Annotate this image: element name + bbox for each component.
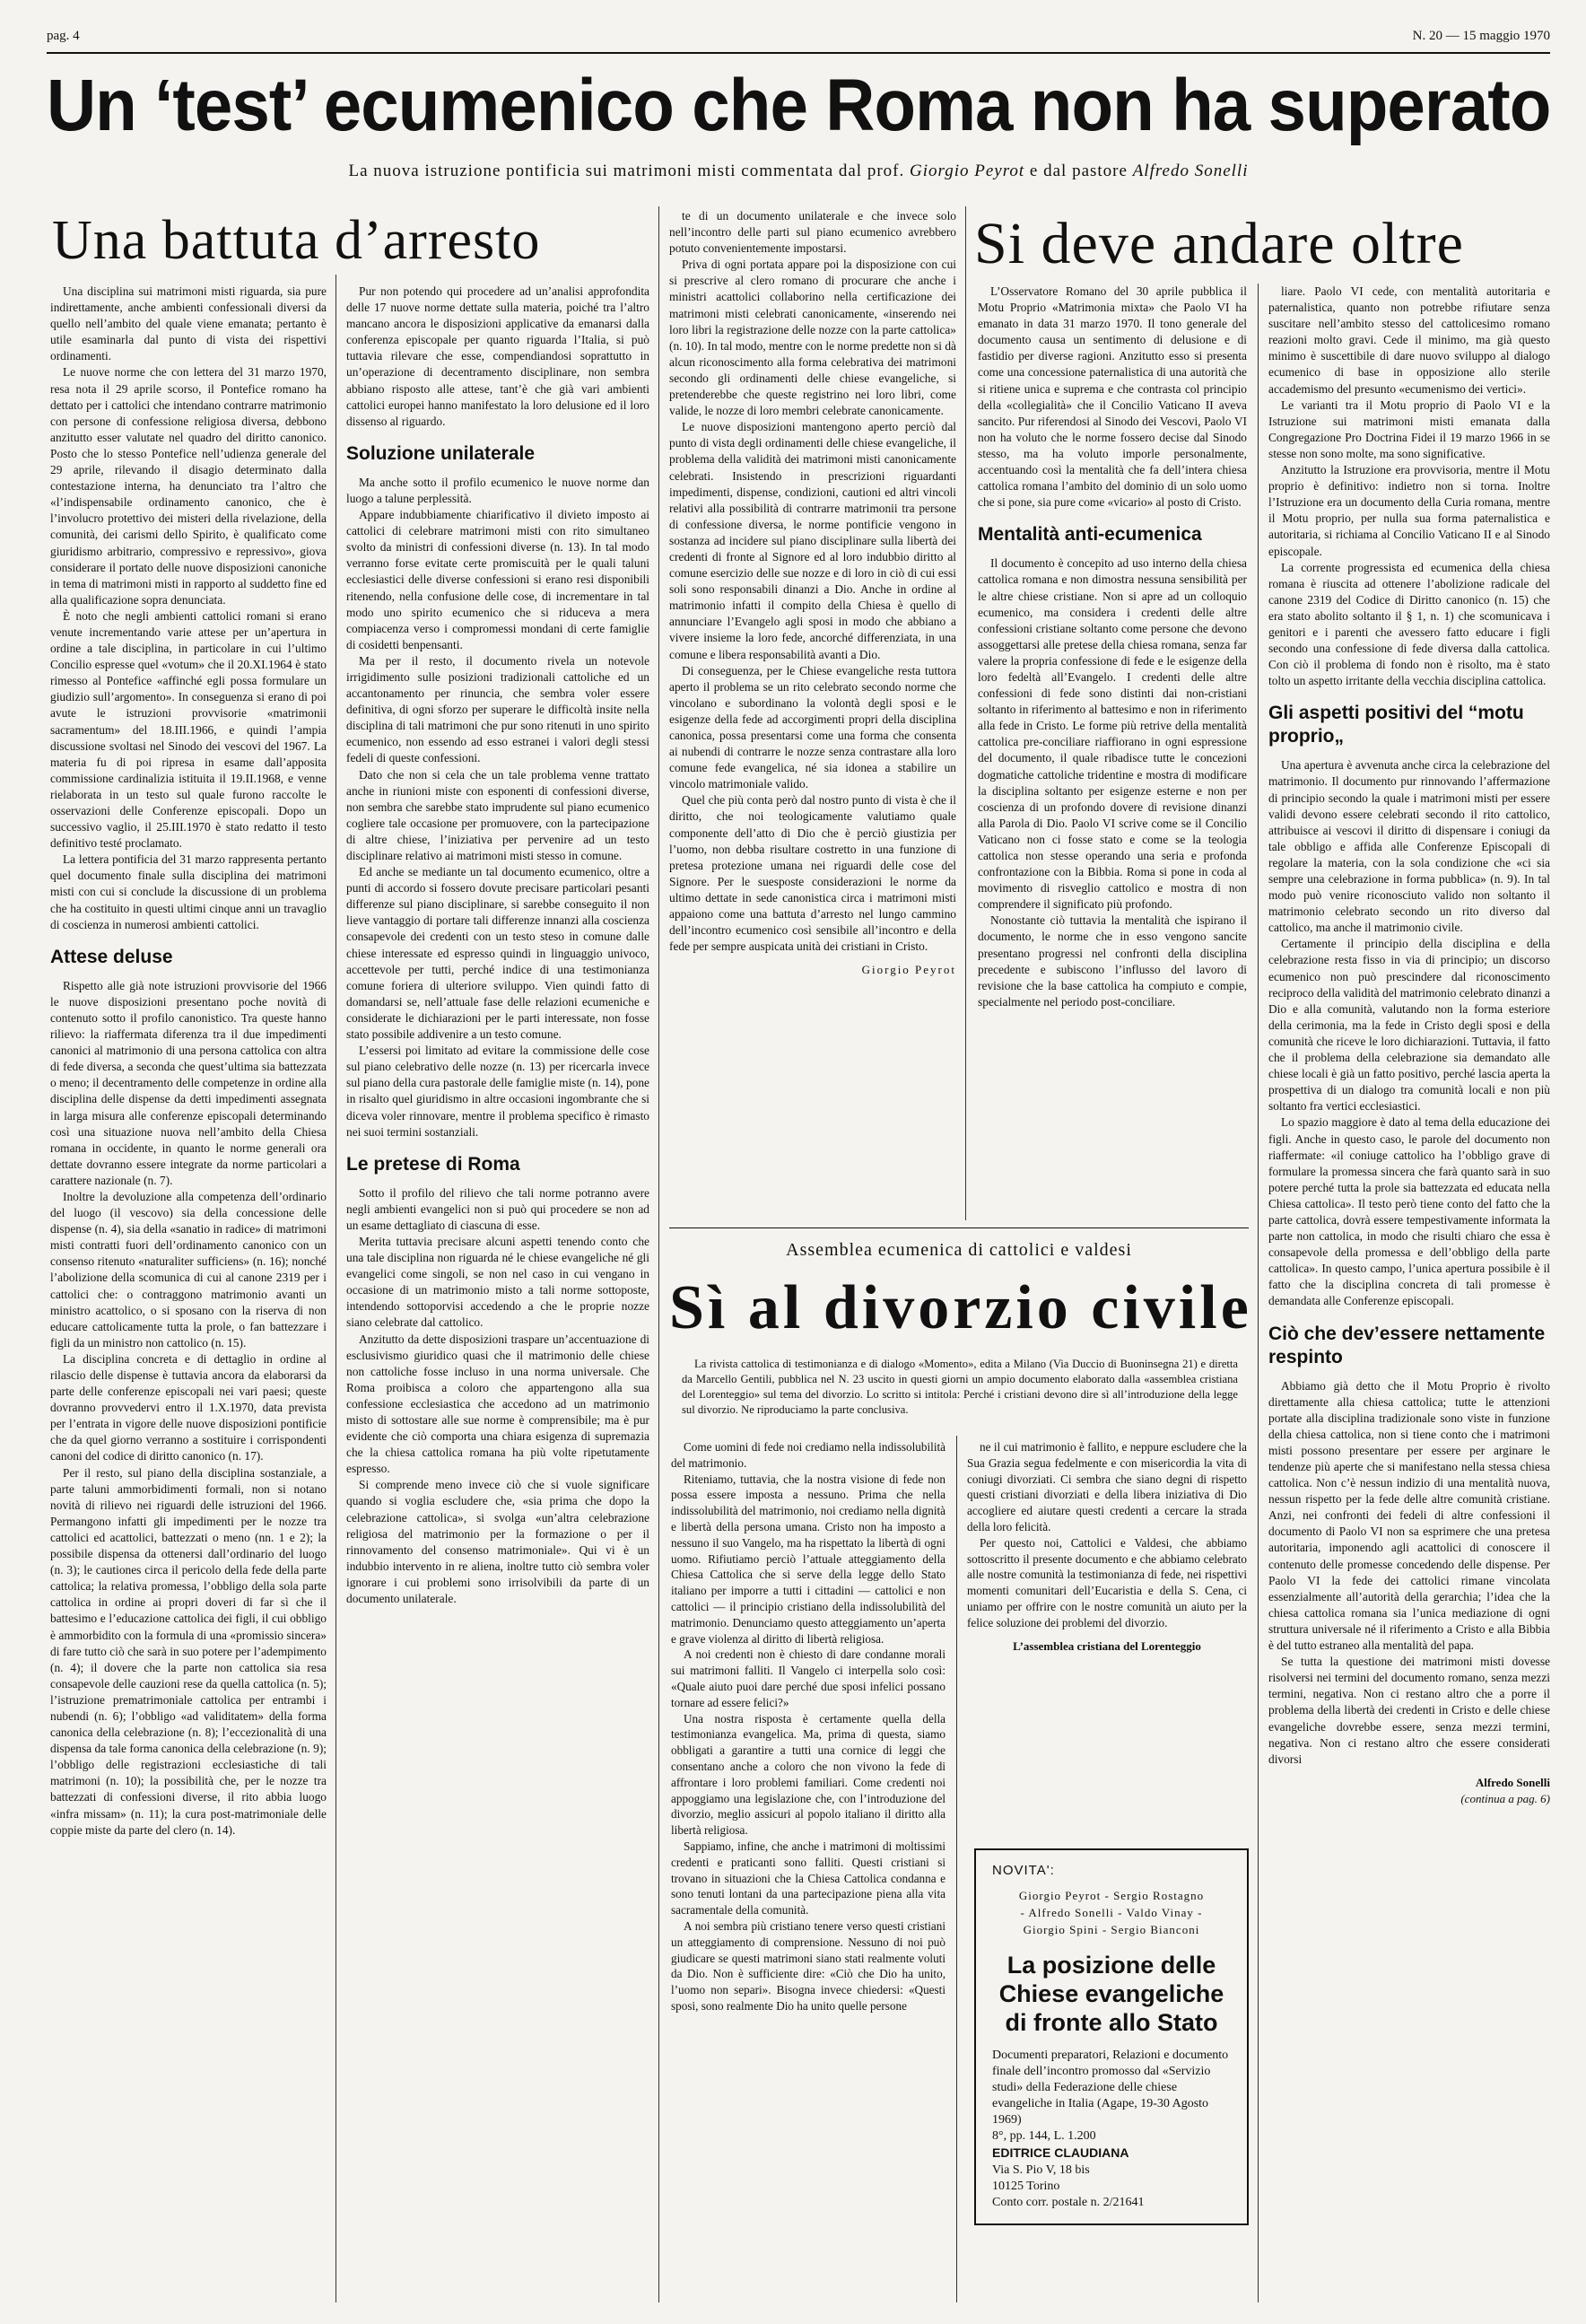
paragraph: Una nostra risposta è certamente quella della testimonianza evangelica. Ma, prima di questa, siamo obbligati a garantire a tutti una cornice di leggi che consentano anche a coloro che non vivono la fede di affrontare i loro problemi familiari. Come credenti noi appoggiamo una legislazione che, con l’introduzione del divorzio, meglio assicuri al popolo italiano il diritto alla libertà religiosa. (671, 1711, 946, 1838)
right-colBb-text (1268, 757, 1550, 1309)
subtitle-text: La nuova istruzione pontificia sui matrimoni misti commentata dal prof. (348, 162, 905, 180)
divorce-signature: L’assemblea cristiana del Lorenteggio (1013, 1638, 1201, 1653)
paragraph: Priva di ogni portata appare poi la disposizione con cui si prescrive al clero romano di procurare che anche i ministri acattolici collaborino nella certificazione dei matrimoni misti celebrati canonicamente, «inserendo nei loro libri la registrazione delle nozze con la parte cattolica» (n. 10). In tal modo, mentre con le norme predette non si dà alcun riconoscimento alla forma celebrativa dei matrimoni secondo gli ordinamenti delle chiese evangeliche, si pretenderebbe che queste registrino nei loro libri, come valide, le nozze di loro membri celebrate canonicamente. (669, 258, 956, 418)
left-article-title: Una battuta d’arresto (52, 210, 541, 271)
right-colBc-text (1268, 1378, 1550, 1768)
paragraph: Ma anche sotto il profilo ecumenico le nuove norme dan luogo a talune perplessità. (346, 475, 649, 505)
subheading-mentalita-anti-ecumenica: Mentalità anti-ecumenica (978, 524, 1202, 546)
left-col1b-text (50, 978, 327, 1839)
paragraph: Riteniamo, tuttavia, che la nostra visione di fede non possa essere imposta a nessuno. Prima che nella indissolubilità del matrimonio, noi crediamo nella dignità e libertà della persona umana. Cristo non ha imposto a nessuno il suo Vangelo, ma ha rispettato la libertà di ogni uomo. Rifiutiamo perciò l’attuale atteggiamento della Chiesa Cattolica che si serve della legge dello Stato italiano per imporre a tutti i cittadini — cattolici e non cattolici — il principio cristiano della indissolubilità del matrimonio. Denunciamo questo atteggiamento un’aperta e grave violenza al diritto di libertà religiosa. (671, 1472, 946, 1646)
divorce-col2-text (967, 1439, 1247, 1631)
page-header (47, 29, 1550, 50)
paragraph: Una apertura è avvenuta anche circa la celebrazione del matrimonio. Il documento pur rinnovando l’affermazione di principio secondo la quale i matrimoni misti per essere validi devono essere celebrati secondo il rito cattolico, attribuisce ai vescovi il diritto di dispensare i coniugi da tale obbligo e affida alle Conferenze Episcopali di regolare la materia, con la sola condizione che «ci sia sempre una celebrazione in forma pubblica» (n. 9). In tal modo può venire riconosciuto valido non soltanto il matrimonio celebrato secondo un rito diverso dal cattolico, ma anche il matrimonio civile. (1268, 758, 1550, 935)
left-col1-text (50, 284, 327, 933)
paragraph: liare. Paolo VI cede, con mentalità autoritaria e paternalistica, quanto non potrebbe rifiutare senza suscitare nell’ambito stesso del cattolicesimo romano reazioni molto gravi. Cede il minimo, ma già questo minimo è suscettibile di dare nuovo sviluppo al dialogo ecumenico di base in opposizione allo sterile accademismo del presunto «ecumenismo dei vertici». (1268, 284, 1550, 396)
paragraph: A noi credenti non è chiesto di dare condanne morali sui matrimoni falliti. Il Vangelo ci interpella solo così: «Quale aiuto puoi dare perché due sposi infelici possano tornare ad essere felici?» (671, 1647, 946, 1709)
paragraph: Sappiamo, infine, che anche i matrimoni di moltissimi credenti e praticanti sono falliti. Questi cristiani si trovano in situazioni che la Chiesa Cattolica condanna e sono tenuti lontani da una partecipazione piena alla vita sacramentale della comunità. (671, 1839, 946, 1918)
paragraph: Si comprende meno invece ciò che si vuole significare quando si voglia escludere che, «sia prima che dopo la celebrazione cattolica», si svolga «un’altra celebrazione religiosa del matrimonio per la formazione o per il rinnovamento del consenso matrimoniale». Qui vi è un indubbio intervento in re aliena, inoltre tutto ciò sembra voler ignorare i cui problemi sono irrisolvibili da parte di un documento unilaterale. (346, 1478, 649, 1606)
ad-authors-line-1: Giorgio Peyrot - Sergio Rostagno (1018, 1889, 1205, 1902)
book-advertisement (974, 1848, 1249, 2225)
divorce-intro-text: La rivista cattolica di testimonianza e di dialogo «Momento», edita a Milano (Via Duccio di Buoninsegna 21) e diretta da Marcello Gentili, pubblica nel N. 23 uscito in questi giorni un ampio documento elaborato dalla «assemblea cristiana del Lorenteggio» sul tema del divorzio. Lo scritto si intitola: Perché i cristiani devono dire sì all’introduzione della legge sul divorzio. Ne riproduciamo la parte conclusiva. (682, 1358, 1238, 1416)
subheading-aspetti-positivi: Gli aspetti positivi del “motu proprio„ (1268, 703, 1524, 747)
headline-subtitle (47, 162, 1550, 185)
left-article-signature: Giorgio Peyrot (861, 963, 956, 977)
column-divider (1258, 284, 1259, 2302)
page-number: pag. 4 (47, 29, 80, 43)
paragraph: Abbiamo già detto che il Motu Proprio è rivolto direttamente alla chiesa cattolica; tutte le attenzioni portate alla disciplina tradizionale sono viste in funzione della chiesa cattolica, non si tiene conto che i matrimoni misti possono presentare per essere per arginare le tendenze più aperte che si manifestano nella stessa chiesa cattolica. Non c’è nessun indizio di una mentalità nuova, nessun rispetto per la fede delle altre comunità cristiane. Anzi, nei confronti dei fedeli di altre confessioni il documento di Paolo VI non sa esprimere che una pretesa autoritaria, imponendo agli acattolici di conoscere il contenuto delle promesse concedendo delle dispense. Per Paolo VI la fede dei cattolici rimane vincolata essenzialmente all’autorità della gerarchia; l’idea che la chiesa cattolica romana sia l’unica mediazione di ogni struttura universale né il riferimento a Cristo e alla Bibbia è del tutto estraneo alla mentalità del papa. (1268, 1378, 1550, 1653)
paragraph: La disciplina concreta e di dettaglio in ordine al rilascio delle dispense è tuttavia ancora da elaborarsi da parte delle conferenze episcopali nei vari paesi; queste dovranno provvedervi entro il 1.X.1970, data prevista per l’entrata in vigore delle nuove disposizioni pontificie che da quel giorno verranno a sostituire i corrispondenti canoni del codice di diritto canonico (n. 17). (50, 1351, 327, 1463)
paragraph: Anzitutto la Istruzione era provvisoria, mentre il Motu proprio è definitivo: indietro non si torna. Inoltre l’Istruzione era un documento della Curia romana, mentre il Motu proprio, per nulla sua forma paternalistica e autoritaria, si richiama al Concilio Vaticano II e al Sinodo episcopale. (1268, 463, 1550, 558)
column-divider (956, 1436, 957, 2302)
header-rule (47, 52, 1550, 54)
paragraph: La corrente progressista ed ecumenica della chiesa romana è riuscita ad ottenere l’abolizione radicale del canone 2319 del Codice di Diritto canonico (n. 15) che era stato abolito soltanto il § 1, n. 1) che scomunicava i genitori e i parenti che avessero fatto educare i figli secondo una confessione di fede diversa dalla cattolica. Con ciò il problema di fondo non è risolto, ma è stato tolto un aspetto irritante della vecchia disciplina cattolica. (1268, 560, 1550, 688)
paragraph: Le varianti tra il Motu proprio di Paolo VI e la Istruzione sui matrimoni misti emanata dalla Congregazione Pro Doctrina Fidei il 19 marzo 1966 in se stesse non sono molte, ma sono significative. (1268, 398, 1550, 460)
ad-specs: 8°, pp. 144, L. 1.200 (992, 2129, 1096, 2143)
paragraph: Quel che più conta però dal nostro punto di vista è che il diritto, che noi teologicamente valutiamo quale componente dell’atto di Dio che è perciò giustizia per l’uomo, non debba risultare costretto in una funzione di pretesa protezione umana nei riguardi delle cose del Signore. Per le suesposte considerazioni le norme da ultimo dettate in sede canonistica circa i matrimoni misti appaiono come una battuta d’arresto nel lungo cammino dell’incontro ecumenico così sensibile all’incontro e della fede per sempre auspicata unità dei cristiani in Cristo. (669, 793, 956, 954)
right-colB-text (1268, 284, 1550, 689)
left-col2-text (346, 284, 649, 430)
paragraph: Certamente il principio della disciplina e della celebrazione resta fisso in via di principio; un discorso ecumenico non può prescindere dal riconoscimento reciproco della validità del matrimonio celebrato dinanzi a Dio e alla comunità, valutando non la forma esteriore della cerimonia, ma la fede in Cristo degli sposi e della comunità che riceve le loro dichiarazioni. Tuttavia, il fatto che il problema della celebrazione sia demandato alle chiese locali è già un fatto positivo, perché lascia aperta la prospettiva di un dialogo tra comunità locali e non più soltanto fra vertici ecclesiastici. (1268, 937, 1550, 1114)
paragraph: Per questo noi, Cattolici e Valdesi, che abbiamo sottoscritto il presente documento e che abbiamo celebrato alle nostre comunità la testimonianza di fede, nei rispettivi momenti comunitari dell’Eucaristia e della S. Cena, ci uniamo per offrire con le nostre comunità un aiuto per la felice soluzione dei problemi del divorzio. (967, 1535, 1247, 1629)
paragraph: Lo spazio maggiore è dato al tema della educazione dei figli. Anche in questo caso, le parole del documento non riaffermate: «il coniuge cattolico ha l’obbligo grave di formulare la promessa sincera che farà quanto sarà in suo potere perché tutta la prole sia battezzata ed educata nella Chiesa cattolica». Il testo però tiene conto del fatto che la parte cattolica, dovrà essere tempestivamente informata la parte non cattolica, in modo che risulti chiaro che essa è consapevole della promessa e dell’obbligo della parte cattolica». In questo campo, l’unica apertura possibile è il fatto che la disciplina concreta di tali promesse è demandata alle Conferenze episcopali. (1268, 1115, 1550, 1308)
paragraph: Le nuove norme che con lettera del 31 marzo 1970, resa nota il 29 aprile scorso, il Pontefice romano ha dettato per i cattolici che intendano contrarre matrimonio con persone di confessione religiosa diversa, debbono anzitutto esser valutate nel quadro del diritto canonico. Posto che lo stesso Pontefice nell’udienza generale del 29 aprile, rilevando il disagio determinato dalla contestazione interna, ha denunciato tra l’altro che «l’indispensabile ordinamento canonico, che è l’involucro protettivo dei misteri della rivelazione, della comunità, dei carismi dello Spirito, è qualificato come giuridismo arbitrario, compressivo e repressivo», giova considerare il portato delle nuove disposizioni canoniche in tema di matrimoni misti in rapporto al suddetto fine ed alla qualificazione sopra denunciata. (50, 365, 327, 607)
right-article-column-1 (978, 284, 1247, 1220)
paragraph: Nonostante ciò tuttavia la mentalità che ispirano il documento, le norme che in esso vengono sancite presentano progressi nel confronti della disciplina precedente e subiscono l’influsso del lavoro di revisione che la base cattolica ha compiuto e compie, specialmente nel periodo post-conciliare. (978, 913, 1247, 1009)
subheading-cio-che-deve-essere-respinto: Ciò che dev’essere nettamente respinto (1268, 1323, 1546, 1367)
paragraph: Una disciplina sui matrimoni misti riguarda, sia pure indirettamente, anche ambienti confessionali diversi da quello nell’ambito del quale viene emanata; pertanto è utile esaminarla dal punto di vista dei rispettivi ordinamenti. (50, 284, 327, 363)
ad-book-title: La posizione delle Chiese evangeliche di fronte allo Stato (998, 1952, 1224, 2036)
divorce-title: Sì al divorzio civile (669, 1273, 1252, 1342)
right-colA-text (978, 284, 1247, 511)
right-article-column-2 (1268, 284, 1550, 2306)
paragraph: Le nuove disposizioni mantengono aperto perciò dal punto di vista degli ordinamenti delle chiese evangeliche, il problema della validità dei matrimoni misti canonicamente celebrati. Insistendo in prescrizioni riguardanti impedimenti, dispense, condizioni, cautioni ed altri vincoli relativi alla possibilità di contrarre matrimonii tra persone di confessione diversa, le norme pontificie vengono in sostanza ad incidere sul piano disciplinare sulla libertà dei credenti di fronte al Signore ed al loro indubbio diritto al comune esercizio delle sue nozze e di loro in ciò di cui essi soli sono responsabili dinanzi a Dio. Anche in ordine al matrimonio infatti il compito della Chiesa è quello di annunciare l’Evangelo agli sposi in modo che abbiano a vivere insieme la loro fede, ancorché differenziata, in una comune e libera responsabilità avanti a Dio. (669, 420, 956, 661)
ad-publisher (992, 2145, 1231, 2162)
ad-authors-line-3: Giorgio Spini - Sergio Bianconi (1023, 1923, 1200, 1936)
paragraph: A noi sembra più cristiano tenere verso questi cristiani un atteggiamento di comprensione. Nessuno di noi può giudicare se questi matrimoni siano stati realmente voluti da Dio. Non è sufficiente dire: «Ciò che Dio ha unito, l’uomo non separi». Bisogna invece chiedersi: «Questi sposi, sono realmente Dio ha unito quelle persone (671, 1918, 946, 2013)
paragraph: La lettera pontificia del 31 marzo rappresenta pertanto quel documento finale sulla disciplina dei matrimoni misti con cui si conclude la discussione di un problema che ha costituito in questi ultimi cinque anni un travaglio di coscienza in numerosi ambienti cattolici. (50, 852, 327, 931)
ad-authors-line-2: - Alfredo Sonelli - Valdo Vinay - (1020, 1906, 1203, 1919)
divorce-kicker: Assemblea ecumenica di cattolici e valdesi (786, 1240, 1132, 1260)
column-divider (658, 206, 659, 2302)
paragraph: Ed anche se mediante un tal documento ecumenico, oltre a punti di accordo si fossero dovute precisare particolari pesanti differenze sul piano disciplinare, si sarebbe conseguito il non lieve vantaggio di portare tali differenze innanzi alla coscienza consapevole dei credenti con un testo steso in comune dalle chiese interessate ed espresso quindi in linguaggio univoco, accettevole per tutti, perché indice di una testimonianza comune foriera di ulteriore sviluppo. Vien quindi fatto di domandarsi se, nell’attuale fase delle relazioni ecumeniche e considerate le dichiarazioni per le parti interessate, non fosse stato possibile addivenire a un testo comune. (346, 865, 649, 1042)
paragraph: Per il resto, sul piano della disciplina sostanziale, a parte taluni ammorbidimenti formali, non si notano novità di rilievo nei riguardi delle istruzioni del 1966. Permangono infatti gli impedimenti per le nozze tra cattolici ed acattolici, battezzati o meno (nn. 1 e 2); la possibile dispensa da ottenersi dall’ordinario del luogo (n. 3); le cautiones circa il pericolo della fede della parte cattolica; la relativa promessa, l’obbligo della sola parte cattolica in ordine ai propri doveri di far sì che il battesimo e l’educazione cattolica dei figli, il cui obbligo è ammorbidito con la formula di una «promissio sincera» di fare tutto ciò che sarà in suo potere per l’adempimento (n. 4); il dovere che la parte non cattolica sia resa consapevole delle cauzioni rese da quella cattolica (n. 5); l’istruzione prematrimoniale cattolica per entrambi i nubendi (n. 6); l’obbligo «ad validitatem» della forma canonica della celebrazione (n. 8); l’eccezionalità di una dispensa da tale forma canonica della celebrazione (n. 9); l’obbligo delle registrazioni ecclesiastiche di tali matrimoni (n. 10); la possibilità che, per le nozze tra battezzati di confessioni diverse, il rito abbia luogo «infra missam» (n. 11); la cura post-matrimoniale delle coppie miste da parte del clero (n. 14). (50, 1465, 327, 1837)
paragraph: Anzitutto da dette disposizioni traspare un’accentuazione di esclusivismo giuridico quasi che il matrimonio delle chiese non cattoliche fosse incluso in una norma universale. Che Roma proibisca a coloro che appartengono alla sua confessione ecclesiastica che accedono ad un matrimonio misto di sottostare alle sue norme è comprensibile; ma è pur evidente che ciò comporta una chiara esigenza di supremazia che la chiesa cattolica romana ha più volte ripetutamente espresso. (346, 1332, 649, 1476)
paragraph: Appare indubbiamente chiarificativo il divieto imposto ai cattolici di celebrare matrimoni misti con rito simultaneo svolto da ministri di confessioni diverse (n. 13). In tal modo verranno forse evitate certe promiscuità per le quali taluni ecclesiastici delle diverse confessioni si erano resi disponibili ritenendo, nella confusione delle cose, di incrementare in tal modo uno spirito ecumenico che si riduceva a mera compiacenza verso i compromessi mondani di certe famiglie di cosidetti benpensanti. (346, 508, 649, 651)
divorce-intro (682, 1357, 1238, 1418)
paragraph: L’essersi poi limitato ad evitare la commissione delle cose sul piano celebrativo delle nozze (n. 13) per ricercarla invece sul piano della cura pastorale delle famiglie miste (n. 14), pone in risalto quel giuridismo in altre occasioni ingombrante che si diceva voler rinnovare, mentre il problema specifico è rimasto nei suoi termini sostanziali. (346, 1044, 649, 1139)
subheading-pretese-di-roma: Le pretese di Roma (346, 1153, 520, 1175)
ad-publisher-name: EDITRICE CLAUDIANA (992, 2145, 1129, 2160)
subtitle-text-mid: e dal pastore (1029, 162, 1128, 180)
left-col2b-text (346, 475, 649, 1140)
continued-note: (continua a pag. 6) (1460, 1791, 1550, 1805)
paragraph: Ma per il resto, il documento rivela un notevole irrigidimento sulle posizioni tradizionali cattoliche ed un accantonamento per rinuncia, che sembra voler essere definitiva, di ogni sforzo per superare le difficoltà insite nella disciplina di tali matrimoni che pur sono ritenuti in uno spirito ecumenico, non essendo ad esso estranei i valori degli stessi fedeli di queste confessioni. (346, 653, 649, 765)
left-article-column-1 (50, 284, 327, 2302)
paragraph: Di conseguenza, per le Chiese evangeliche resta tuttora aperto il problema se un rito celebrato secondo norme che vincolano e subordinano la volontà degli sposi e le esigenze della fede ad accorgimenti propri della disciplina canonica, possa presentarsi come una forma che consenta ai nubendi di contrarre le nozze senza contrastare alla loro comune fede evangelica, né sia idonea a stabilire un vincolo matrimoniale valido. (669, 663, 956, 791)
paragraph: Come uomini di fede noi crediamo nella indissolubilità del matrimonio. (671, 1440, 946, 1470)
paragraph: Merita tuttavia precisare alcuni aspetti tenendo conto che una tale disciplina non riguarda né le chiese evangeliche né gli evangelici come singoli, se non nel caso in cui vengano in occasione di un matrimonio misto a tali norme sottoposte, intendendo sottoporvisi accedendo a che le proprie nozze siano celebrate dal cattolico. (346, 1234, 649, 1330)
divorce-col1-text (671, 1439, 946, 2014)
ad-description: Documenti preparatori, Relazioni e documento finale dell’incontro promosso dal «Servizio studi» della Federazione delle chiese evangeliche in Italia (Agape, 19-30 Agosto 1969) (992, 2049, 1229, 2127)
subtitle-author-2: Alfredo Sonelli (1132, 162, 1249, 180)
left-col3-text (669, 208, 956, 955)
ad-kicker: NOVITA': (992, 1863, 1055, 1878)
paragraph: Rispetto alle già note istruzioni provvisorie del 1966 le nuove disposizioni presentano poche novità di contenuto sotto il profilo canonistico. Tra queste hanno rilievo: la riaffermata diferenza tra il due impedimenti canonici al matrimonio di una persona cattolica con altra di fede diversa, a seconda che quest’ultima sia battezzata o meno; il decentramento delle competenze in ordine alla disciplina delle dispense da detti impedimenti assegnata in larga misura alle conferenze episcopali determinando così una situazione nuova nell’ambito della Chiesa romana in occidente, in quanto le norme generali ora dettate dovranno essere integrate da norme particolari a carattere nazionale (n. 7). (50, 978, 327, 1187)
subheading-attese-deluse: Attese deluse (50, 946, 173, 967)
column-divider (965, 206, 966, 1220)
paragraph: Il documento è concepito ad uso interno della chiesa cattolica romana e non dimostra nessuna sensibilità per le altre chiese cristiane. Non si apre ad un colloquio ecumenico, ma considera i credenti delle altre confessioni cristiane soltanto come persone che devono assoggettarsi alle pretese della chiesa romana, senza far valere la propria confessione di fede e le esigenze della loro fedeltà all’Evangelo. I credenti delle altre confessioni di fede sono distinti dai non-cristiani soltanto in riferimento al battesimo e non in riferimento alla fede in Cristo. Le forme più retrive della mentalità cattolica pre-conciliare riaffiorano in ogni espressione del documento, il quale ribadisce tutte le concezioni dogmatiche cattoliche tridentine e mostra di modificare la disciplina soltanto per esigenze esterne e non per coscienza di un profondo dovere di revisione dinanzi alla Parola di Dio. Paolo VI scrive come se il Concilio Vaticano non ci fosse stato e come se la teologia cattolica non stesse operando una seria e profonda confrontazione con la Bibbia. Roma si pone in coda al movimento di risveglio cattolico e mostra di non comprendere il significato più profondo. (978, 556, 1247, 912)
paragraph: ne il cui matrimonio è fallito, e neppure escludere che la Sua Grazia segua fedelmente e con misericordia la vita di coniugi divorziati. Ci sembra che siano degni di rispetto questi cristiani divorziati e della libera iniziativa di Dio accogliere ed aiutare questi credenti a cercare la strada della loro felicità. (967, 1440, 1247, 1533)
right-article-signature: Alfredo Sonelli (1475, 1775, 1550, 1789)
left-article-column-3 (669, 208, 956, 1220)
paragraph: L’Osservatore Romano del 30 aprile pubblica il Motu Proprio «Matrimonia mixta» che Paolo VI ha emanato in data 31 marzo 1970. Il tono generale del documento causa un sentimento di delusione e di fastidio per diverse ragioni. Anzitutto esso si presenta come una concessione paternalistica di una autorità che si ritiene unica e suprema e che contrasta col principio della «collegialità» che il Concilio Vaticano II aveva sancito. Pur riferendosi al Sinodo dei Vescovi, Paolo VI non ha voluto che le norme fossero decise dal Sinodo stesso, ma ha voluto imporle personalmente, accentuando così la mentalità che fa dell’intera chiesa cattolica romana l’ambito del dominio di un solo uomo che si pone, sia pure come «vicario» al posto di Cristo. (978, 284, 1247, 510)
ad-address: Via S. Pio V, 18 bis (992, 2163, 1090, 2177)
left-col2c-text (346, 1185, 649, 1607)
main-headline: Un ‘test’ ecumenico che Roma non ha superato (47, 65, 1551, 146)
divorce-column-1 (671, 1439, 946, 2306)
paragraph: Dato che non si cela che un tale problema venne trattato anche in riunioni miste con esponenti di confessioni diverse, non sembra che sarebbe stato imprudente sul piano ecumenico cogliere tale occasione per promuovere, con la partecipazione di altre chiese, l’iniziativa per pervenire ad un testo disciplinare relativo ai matrimoni misti stesso in comune. (346, 767, 649, 862)
ad-authors (992, 1887, 1231, 1938)
paragraph: te di un documento unilaterale e che invece solo nell’incontro delle parti sul piano ecumenico avrebbero potuto convenientemente impostarsi. (669, 209, 956, 256)
right-colAb-text (978, 555, 1247, 1010)
paragraph: Inoltre la devoluzione alla competenza dell’ordinario del luogo (il vescovo) sia della concessione delle dispense (n. 4), sia della «sanatio in radice» di matrimoni misti contratti fuori dell’ordinamento canonico con un consenso ritenuto «naturaliter sufficiens» (n. 16); nonché l’abolizione della scomunica di cui al canone 2319 per i cattolici che: o contraggono matrimonio avanti un ministro acattolico, o si sposano con la riserva di non educare cattolicamente tutta la prole, o fan battezzare i figli da un ministro non cattolico (n. 15). (50, 1189, 327, 1350)
ad-city: 10125 Torino (992, 2180, 1060, 2193)
paragraph: È noto che negli ambienti cattolici romani si erano venute incrementando varie attese per un’apertura in ordine a tale disciplina, in particolare in cui l’ultimo Concilio espresse quel «votum» che il 20.XI.1964 è stato rimesso al Pontefice «affinché egli possa formulare un giudizio sull’argomento». In conseguenza si erano di poi avute le istruzioni provvisorie «matrimonii sacramentum» del 18.III.1966, e quindi l’ampia discussione svoltasi nel Sinodo dei vescovi del 1967. La materia fu di poi ripresa in esame dall’apposita commissione cardinalizia istituita il 19.II.1968, e venne rielaborata in un testo sul quale furono raccolte le osservazioni delle Conferenze episcopali. Dopo un successivo vaglio, il 25.III.1970 è stato redatto il testo definitivo testé proclamato. (50, 608, 327, 851)
issue-info: N. 20 — 15 maggio 1970 (1412, 29, 1550, 43)
ad-postal-account: Conto corr. postale n. 2/21641 (992, 2196, 1145, 2209)
left-article-column-2 (346, 284, 649, 2302)
paragraph: Se tutta la questione dei matrimoni misti dovesse risolversi nei termini del documento romano, senza mezzi termini, negativa. Non ci restano altro che a porre il problema della libertà dei credenti in Cristo e delle chiese evangeliche dovrebbe essere, senza mezzi termini, negativa. Non ci restano altro che essere considerati divorsi (1268, 1655, 1550, 1766)
paragraph: Sotto il profilo del rilievo che tali norme potranno avere negli ambienti evangelici non si può qui procedere se non ad un esame dettagliato di ciascuna di esse. (346, 1185, 649, 1232)
right-article-title: Si deve andare oltre (974, 211, 1464, 276)
divorce-column-2 (967, 1439, 1247, 1798)
subheading-soluzione-unilaterale: Soluzione unilaterale (346, 442, 536, 464)
subtitle-author-1: Giorgio Peyrot (910, 162, 1025, 180)
paragraph: Pur non potendo qui procedere ad un’analisi approfondita delle 17 nuove norme dettate sulla materia, poiché tra l’altro mancano ancora le disposizioni applicative da emanarsi dalla conferenza episcopale per quanto riguarda l’Italia, si può tuttavia rilevare che esse, compendiandosi soprattutto in un’operazione di decentramento disciplinare, non sembra abbiano risposto alle attese, tant’è che già vari ambienti cattolici europei hanno manifestato la loro delusione ed il loro dissenso al riguardo. (346, 284, 649, 428)
